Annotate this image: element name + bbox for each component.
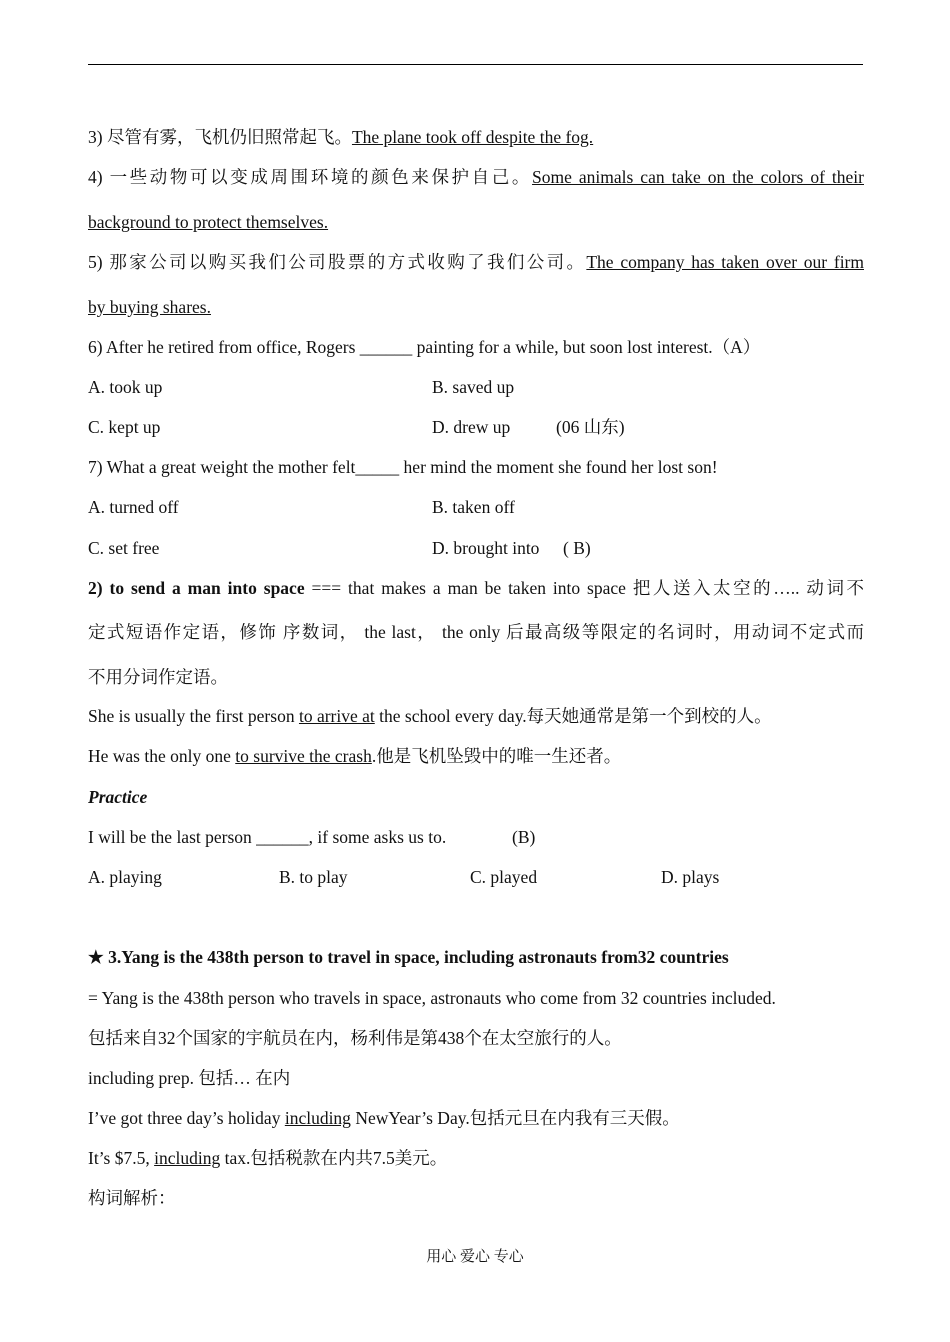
item-4-en-a: Some animals can take on the colors of their <box>532 167 864 187</box>
section-3-title: ★ 3.Yang is the 438th person to travel in space, including astronauts from32 countries <box>88 947 729 967</box>
s3-example-2-pre: It’s $7.5, <box>88 1148 155 1168</box>
section-2-example-2 <box>88 745 864 767</box>
item-4-en-b: background to protect themselves. <box>88 212 329 232</box>
s3-example-1-underlined: including <box>284 1108 351 1128</box>
section-3-example-1 <box>88 1107 864 1129</box>
section-2-line-2: 定式短语作定语，修饰 序数词， the last， the only 后最高级等限定的名词时，用动词不定式而 <box>88 622 864 642</box>
practice-option-b: B. to play <box>279 867 348 887</box>
section-2-heading <box>88 577 864 599</box>
example-1-underlined: to arrive at <box>298 706 375 726</box>
page-footer: 用心 爱心 专心 <box>426 1249 524 1265</box>
practice-answer: (B) <box>512 827 536 847</box>
question-7-option-a: A. turned off <box>88 497 179 517</box>
section-2-heading-bold: 2) to send a man into space <box>88 578 305 598</box>
section-2-heading-rest: === that makes a man be taken into space 把人送入太空的….. 动词不 <box>304 578 865 598</box>
example-2-post: .他是飞机坠毁中的唯一生还者。 <box>371 746 622 766</box>
s3-example-1-post: NewYear’s Day.包括元旦在内我有三天假。 <box>350 1108 680 1128</box>
header-rule <box>88 64 863 65</box>
example-1-pre: She is usually the first person <box>88 706 299 726</box>
question-6-stem: 6) After he retired from office, Rogers ______ painting for a while, but soon lost interest.（A） <box>88 337 761 357</box>
item-4-cont <box>88 211 864 233</box>
section-3-example-2 <box>88 1147 864 1169</box>
practice-label: Practice <box>88 787 148 807</box>
example-2-pre: He was the only one <box>88 746 236 766</box>
question-7-option-c: C. set free <box>88 538 160 558</box>
question-7-answer: ( B) <box>563 538 591 558</box>
practice-option-a: A. playing <box>88 867 162 887</box>
section-2-example-1 <box>88 705 864 727</box>
question-6-option-a: A. took up <box>88 377 163 397</box>
item-5-en-a: The company has taken over our firm <box>586 252 864 272</box>
section-3-equivalent: = Yang is the 438th person who travels in space, astronauts who come from 32 countries included. <box>88 988 776 1008</box>
practice-option-c: C. played <box>470 867 538 887</box>
question-6-source: (06 山东) <box>556 417 625 437</box>
item-4-zh: 4) 一些动物可以变成周围环境的颜色来保护自己。 <box>88 167 533 187</box>
question-6-option-d: D. drew up <box>432 417 511 437</box>
item-5 <box>88 251 864 273</box>
item-5-en-b: by buying shares. <box>88 297 211 317</box>
question-7-stem: 7) What a great weight the mother felt_____ her mind the moment she found her lost son! <box>88 457 718 477</box>
item-3-zh: 3) 尽管有雾，飞机仍旧照常起飞。 <box>88 127 352 147</box>
s3-example-1-pre: I’ve got three day’s holiday <box>88 1108 285 1128</box>
question-7-option-d: D. brought into <box>432 538 540 558</box>
item-3 <box>88 126 864 148</box>
section-2-line-3: 不用分词作定语。 <box>88 667 228 687</box>
item-3-en: The plane took off despite the fog. <box>351 127 594 147</box>
item-5-zh: 5) 那家公司以购买我们公司股票的方式收购了我们公司。 <box>88 252 587 272</box>
question-6-option-b: B. saved up <box>432 377 515 397</box>
item-5-cont <box>88 296 864 318</box>
section-3-translation: 包括来自32个国家的宇航员在内，杨利伟是第438个在太空旅行的人。 <box>88 1028 622 1048</box>
section-3-analysis-label: 构词解析： <box>88 1188 176 1208</box>
practice-question: I will be the last person ______, if some asks us to. <box>88 827 447 847</box>
example-2-underlined: to survive the crash <box>235 746 372 766</box>
s3-example-2-underlined: including <box>154 1148 221 1168</box>
item-4 <box>88 166 864 188</box>
example-1-post: the school every day.每天她通常是第一个到校的人。 <box>374 706 772 726</box>
question-6-option-c: C. kept up <box>88 417 161 437</box>
practice-option-d: D. plays <box>661 867 720 887</box>
section-3-definition: including prep. 包括… 在内 <box>88 1068 291 1088</box>
question-7-option-b: B. taken off <box>432 497 515 517</box>
s3-example-2-post: tax.包括税款在内共7.5美元。 <box>220 1148 448 1168</box>
